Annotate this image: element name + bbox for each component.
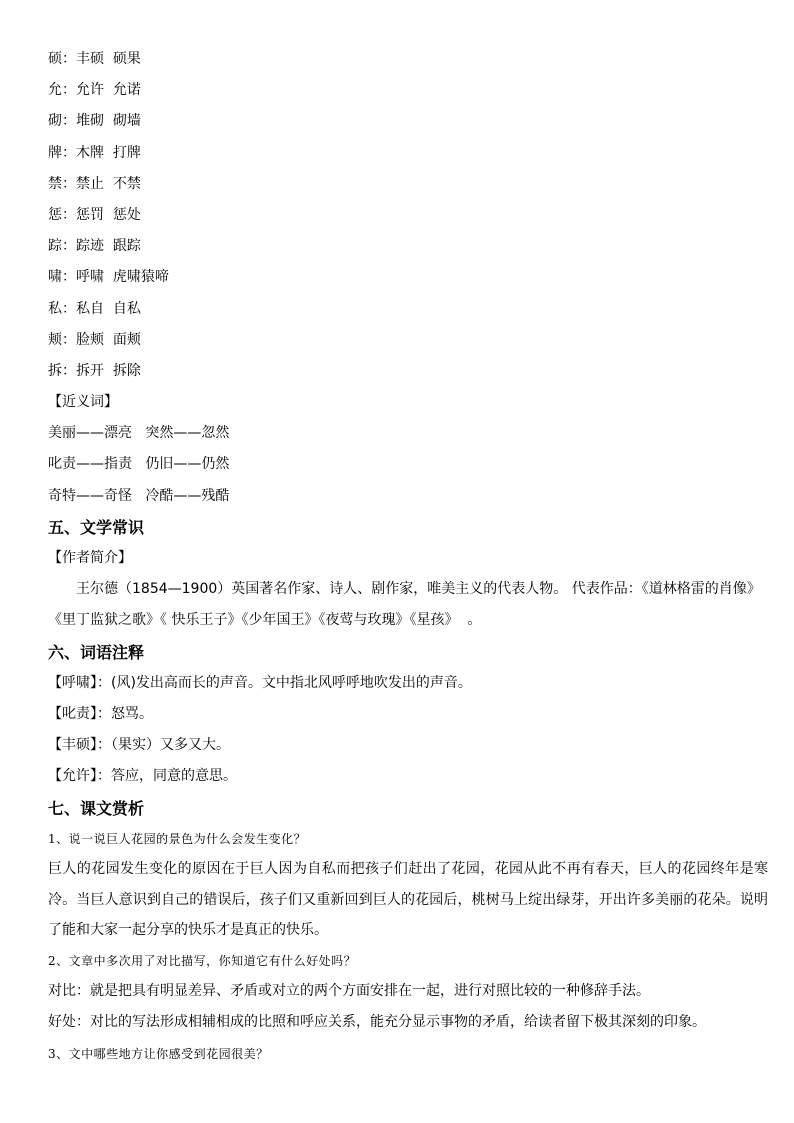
section-literature [48,512,768,637]
char-word-text: 私：私自 自私 [48,300,141,317]
section-title: 六、词语注释 [48,642,145,662]
author-intro-paragraph [48,574,768,605]
synonym-text: 奇特——奇怪 冷酷——残酷 [48,487,230,504]
char-word-line [48,200,768,231]
char-word-line [48,356,768,387]
char-word-line [48,106,768,137]
answer-2-definition [48,976,768,1007]
section-title: 五、文学常识 [48,517,145,537]
char-word-line [48,44,768,75]
vocab-note [48,668,768,699]
char-word-text: 啸：呼啸 虎啸猿啼 [48,269,169,286]
synonyms-heading-text: 【近义词】 [48,394,118,411]
section-text-analysis [48,793,768,1070]
vocab-note [48,699,768,730]
char-word-line [48,169,768,200]
answer-2-benefit [48,1007,768,1038]
char-word-line [48,294,768,325]
char-word-text: 允：允许 允诺 [48,82,141,99]
char-word-text: 踪：踪迹 跟踪 [48,238,141,255]
char-word-text: 惩：惩罚 惩处 [48,206,141,223]
vocab-note [48,730,768,761]
char-word-list [48,44,768,387]
section-vocabulary-notes [48,637,768,793]
synonym-text: 叱责——指责 仍旧——仍然 [48,456,230,473]
char-word-line [48,231,768,262]
char-word-text: 禁：禁止 不禁 [48,175,141,192]
synonyms-block [48,387,768,512]
synonym-text: 美丽——漂亮 突然——忽然 [48,425,230,442]
vocab-note-text: 【丰硕】：（果实）又多又大。 [48,737,230,754]
author-intro-heading-text: 【作者简介】 [48,550,132,566]
vocab-note-text: 【呼啸】：(风)发出高而长的声音。文中指北风呼呼地吹发出的声音。 [48,674,472,691]
answer-1: 巨人的花园发生变化的原因在于巨人因为自私而把孩子们赶出了花园，花园从此不再有春天，巨人的花园终年是寒冷。当巨人意识到自己的错误后，孩子们又重新回到巨人的花园后，桃树马上绽出绿芽，开出许多美丽的花朵。说明了能和大家一起分享的快乐才是真正的快乐。 [48,861,768,939]
author-works-text: 《里丁监狱之歌》《 快乐王子》《少年国王》《夜莺与玫瑰》《星孩》 。 [48,612,482,629]
synonym-line [48,449,768,480]
author-intro-heading [48,543,768,574]
answer-2-definition-text: 对比：就是把具有明显差异、矛盾或对立的两个方面安排在一起，进行对照比较的一种修辞手法。 [48,983,650,1000]
vocab-note [48,761,768,792]
synonyms-heading [48,387,768,418]
char-word-line [48,138,768,169]
char-word-text: 颊：脸颊 面颊 [48,331,141,348]
question-1: 1、说一说巨人花园的景色为什么会发生变化？ [48,831,307,846]
document-page [48,44,768,1069]
question-3: 3、文中哪些地方让你感受到花园很美？ [48,1046,269,1061]
question-2: 2、文章中多次用了对比描写，你知道它有什么好处吗？ [48,953,357,968]
synonym-line [48,418,768,449]
author-intro-text: 王尔德（1854—1900）英国著名作家、诗人、剧作家，唯美主义的代表人物。 代表作品：《道林格雷的肖像》 [76,581,761,598]
char-word-line [48,325,768,356]
vocab-note-text: 【允许】：答应，同意的意思。 [48,768,237,785]
char-word-line [48,75,768,106]
author-works-line [48,605,768,636]
section-title: 七、课文赏析 [48,798,145,818]
char-word-text: 砌：堆砌 砌墙 [48,113,141,130]
char-word-text: 拆：拆开 拆除 [48,362,141,379]
char-word-line [48,262,768,293]
vocab-note-text: 【叱责】：怒骂。 [48,705,153,722]
char-word-text: 牌：木牌 打牌 [48,144,141,161]
char-word-text: 硕：丰硕 硕果 [48,51,141,67]
answer-2-benefit-text: 好处：对比的写法形成相辅相成的比照和呼应关系，能充分显示事物的矛盾，给读者留下极其深刻的印象。 [48,1014,706,1031]
synonym-line [48,481,768,512]
